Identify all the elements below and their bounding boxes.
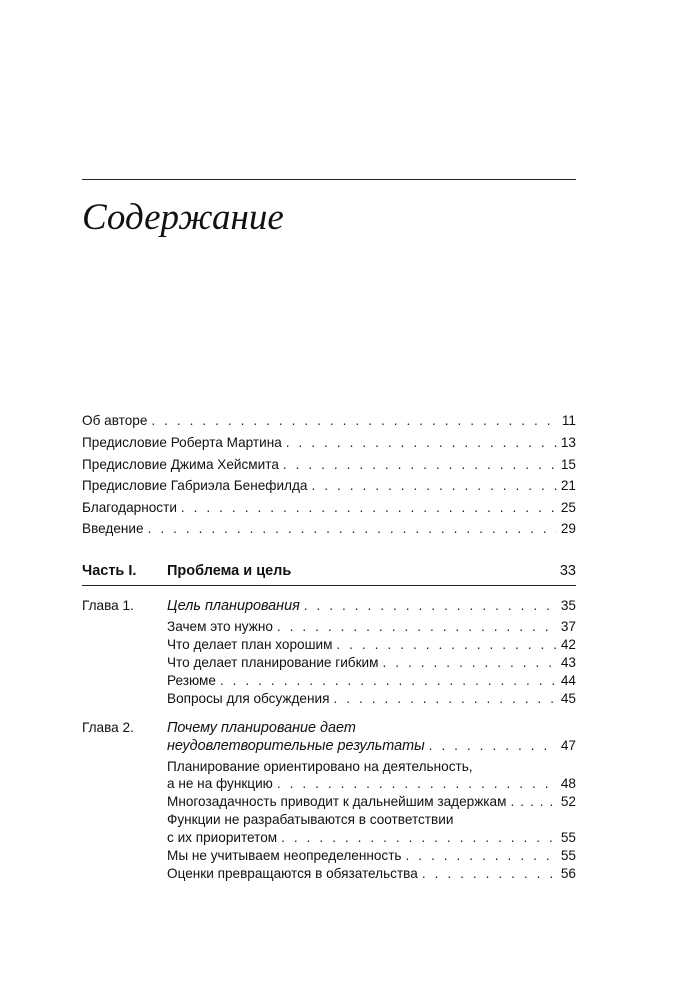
toc-entry-label: Предисловие Джима Хейсмита — [82, 457, 279, 472]
section-label-line[interactable]: Планирование ориентировано на деятельность, — [167, 759, 473, 774]
toc-chapter-entry[interactable] — [167, 597, 576, 615]
toc-entry-label: Благодарности — [82, 500, 177, 515]
toc-entry-label: Предисловие Роберта Мартина — [82, 435, 282, 450]
toc-entry[interactable] — [82, 412, 576, 430]
toc-entry-label: Предисловие Габриэла Бенефилда — [82, 478, 308, 493]
toc-entry[interactable] — [82, 456, 576, 474]
toc-section-entry[interactable] — [167, 847, 576, 865]
toc-entry-page: 13 — [560, 435, 576, 450]
section-label: Вопросы для обсуждения — [167, 691, 330, 706]
section-page: 42 — [560, 637, 576, 652]
dot-leader — [333, 690, 556, 708]
toc-entry-page: 25 — [560, 500, 576, 515]
toc-section-entry[interactable] — [167, 672, 576, 690]
section-label: Что делает планирование гибким — [167, 655, 379, 670]
dot-leader — [148, 520, 557, 538]
toc-entry[interactable] — [82, 520, 576, 538]
toc-entry-page: 11 — [561, 413, 576, 428]
dot-leader — [382, 654, 556, 672]
toc-chapter-entry[interactable] — [167, 737, 576, 755]
section-page: 43 — [560, 655, 576, 670]
section-label: а не на функцию — [167, 776, 273, 791]
dot-leader — [220, 672, 557, 690]
part-page: 33 — [559, 563, 576, 579]
toc-entry[interactable] — [82, 434, 576, 452]
section-label: Что делает план хорошим — [167, 637, 333, 652]
part-title: Проблема и цель — [167, 563, 292, 579]
dot-leader — [304, 597, 557, 615]
section-page: 44 — [560, 673, 576, 688]
dot-leader — [406, 847, 557, 865]
section-page: 48 — [560, 776, 576, 791]
section-label: Многозадачность приводит к дальнейшим задержкам — [167, 794, 507, 809]
section-page: 56 — [560, 866, 576, 881]
section-label: Оценки превращаются в обязательства — [167, 866, 418, 881]
chapter-page: 47 — [560, 738, 576, 753]
toc-section-entry[interactable] — [167, 865, 576, 883]
part-number: Часть I. — [82, 563, 137, 579]
toc-entry-page: 21 — [560, 478, 576, 493]
toc-section-entry[interactable] — [167, 690, 576, 708]
part-heading[interactable] — [82, 561, 576, 586]
dot-leader — [283, 456, 557, 474]
dot-leader — [281, 829, 557, 847]
section-page: 55 — [560, 848, 576, 863]
dot-leader — [510, 793, 556, 811]
toc-section-entry[interactable] — [167, 618, 576, 636]
toc-section-entry[interactable] — [167, 654, 576, 672]
section-page: 45 — [560, 691, 576, 706]
toc-entry-label: Об авторе — [82, 413, 148, 428]
dot-leader — [277, 618, 557, 636]
toc-entry[interactable] — [82, 477, 576, 495]
toc-entry-page: 29 — [560, 521, 576, 536]
chapter-number: Глава 2. — [82, 720, 134, 735]
section-label: Мы не учитываем неопределенность — [167, 848, 402, 863]
dot-leader — [311, 477, 556, 495]
section-label: с их приоритетом — [167, 830, 278, 845]
toc-section-entry[interactable] — [167, 636, 576, 654]
page-title: Содержание — [82, 197, 284, 238]
toc-entry-label: Введение — [82, 521, 144, 536]
chapter-page: 35 — [560, 598, 576, 613]
chapter-number: Глава 1. — [82, 598, 134, 613]
dot-leader — [181, 499, 557, 517]
dot-leader — [429, 737, 557, 755]
toc-section-entry[interactable] — [167, 829, 576, 847]
dot-leader — [422, 865, 557, 883]
chapter-title: Цель планирования — [167, 598, 300, 614]
chapter-title-line[interactable]: Почему планирование дает — [167, 720, 356, 736]
dot-leader — [277, 775, 557, 793]
section-page: 55 — [560, 830, 576, 845]
section-label: Зачем это нужно — [167, 619, 273, 634]
section-label-line[interactable]: Функции не разрабатываются в соответствии — [167, 812, 454, 827]
toc-entry[interactable] — [82, 499, 576, 517]
dot-leader — [336, 636, 556, 654]
toc-section-entry[interactable] — [167, 775, 576, 793]
section-page: 37 — [560, 619, 576, 634]
dot-leader — [151, 412, 558, 430]
toc-section-entry[interactable] — [167, 793, 576, 811]
section-label: Резюме — [167, 673, 216, 688]
section-page: 52 — [560, 794, 576, 809]
dot-leader — [286, 434, 557, 452]
toc-entry-page: 15 — [560, 457, 576, 472]
top-rule — [82, 179, 576, 180]
chapter-title: неудовлетворительные результаты — [167, 738, 425, 754]
